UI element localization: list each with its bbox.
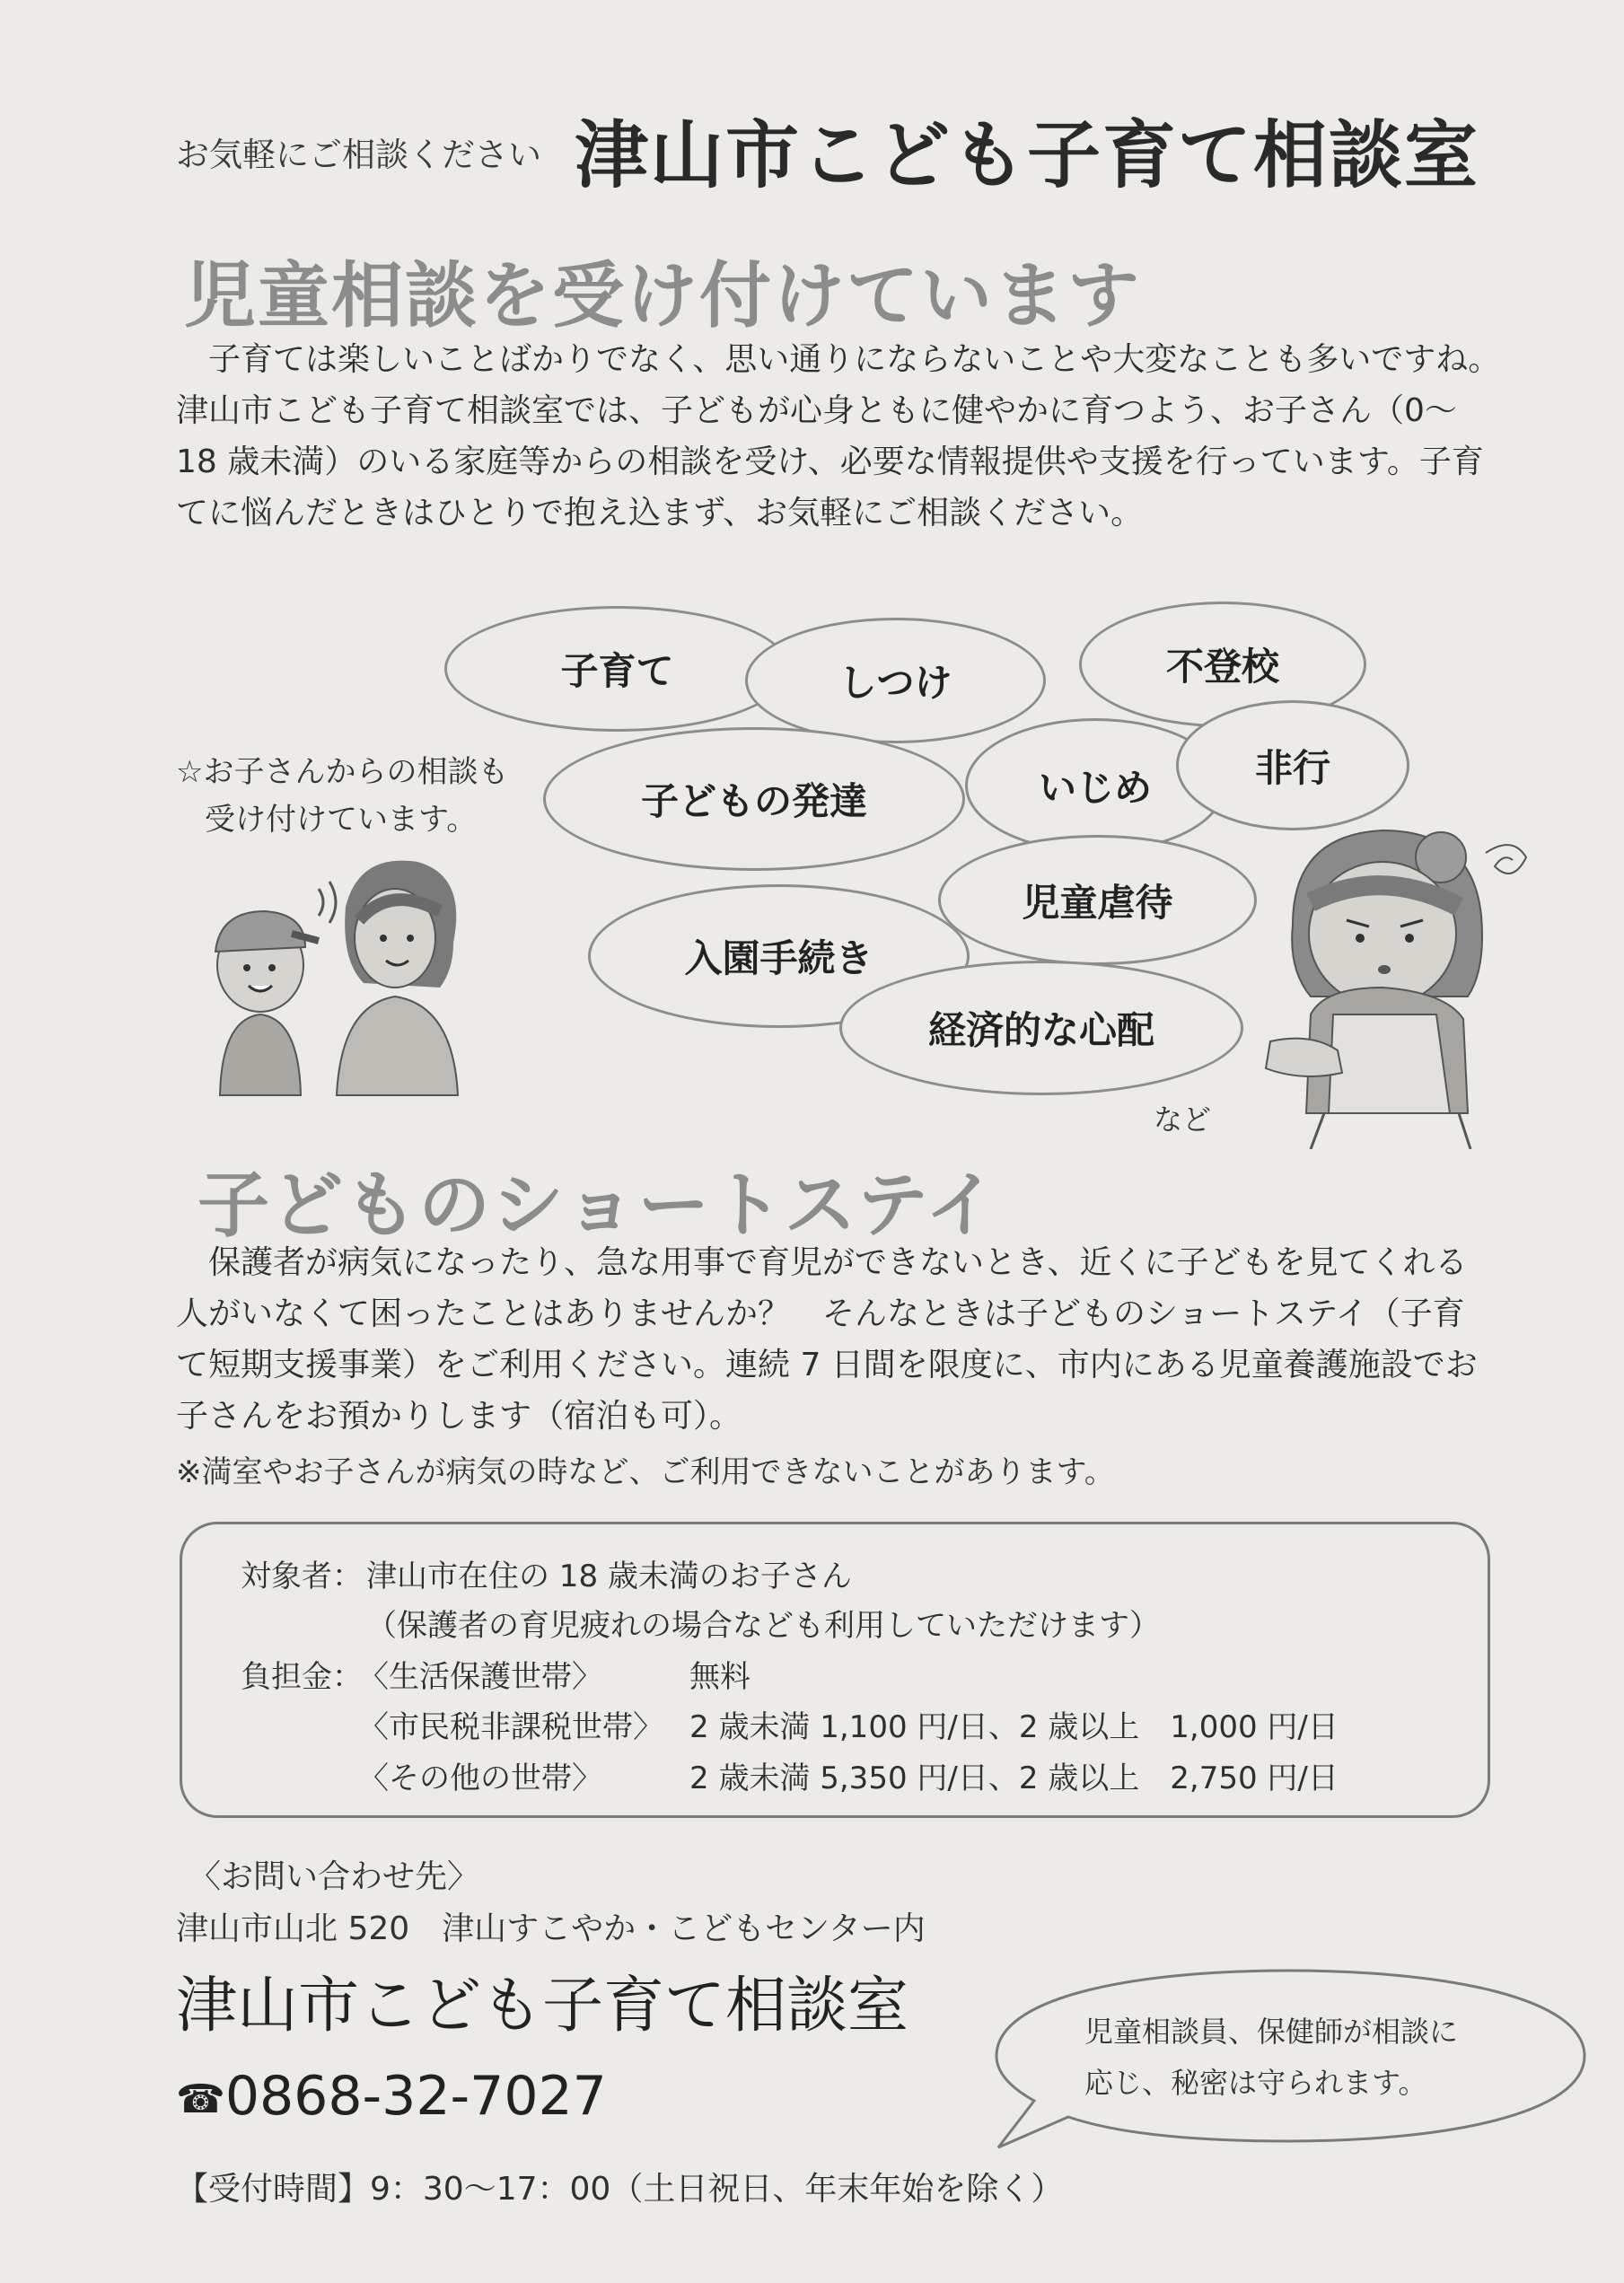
eligibility-label: 対象者： <box>241 1559 363 1594</box>
paragraph-line: 子育ては楽しいことばかりでなく、思い通りにならないことや大変なことも多いですね。 <box>176 341 1501 378</box>
contact-phone-row <box>176 2065 607 2128</box>
short-stay-paragraph <box>176 1237 1541 1442</box>
paragraph-line: 子さんをお預かりします（宿泊も可）。 <box>176 1398 742 1435</box>
topic-bubble: 入園手続き <box>588 884 970 1028</box>
topic-bubble: 児童虐待 <box>938 835 1257 965</box>
fee-category: 〈その他の世帯〉 <box>358 1761 602 1796</box>
topic-bubble: 非行 <box>1176 700 1409 830</box>
fee-amount: 2 歳未満 1,100 円/日、2 歳以上 1,000 円/日 <box>689 1709 1339 1745</box>
eligibility-value: 津山市在住の 18 歳未満のお子さん <box>366 1559 852 1594</box>
eligibility-note: （保護者の育児疲れの場合なども利用していただけます） <box>366 1608 1160 1644</box>
fee-category: 〈市民税非課税世帯〉 <box>358 1709 663 1745</box>
short-stay-info-box <box>180 1522 1490 1818</box>
telephone-icon: ☎ <box>176 2076 225 2122</box>
bubble-line: 応じ、秘密は守られます。 <box>1084 2066 1427 2100</box>
contact-hours: 【受付時間】9：30〜17：00（土日祝日、年末年始を除く） <box>176 2171 1064 2208</box>
contact-label: 〈お問い合わせ先〉 <box>189 1858 480 1895</box>
fee-label: 負担金： <box>241 1659 363 1695</box>
page-title: 津山市こども子育て相談室 <box>575 113 1480 198</box>
consultation-paragraph <box>176 334 1541 539</box>
paragraph-line: 保護者が病気になったり、急な用事で育児ができないとき、近くに子どもを見てくれる <box>176 1244 1468 1281</box>
contact-org: 津山市こども子育て相談室 <box>176 1971 909 2042</box>
topic-bubble: 子どもの発達 <box>543 727 965 871</box>
contact-address: 津山市山北 520 津山すこやか・こどもセンター内 <box>176 1910 926 1947</box>
short-stay-heading: 子どものショートステイ <box>198 1163 999 1247</box>
topic-bubble: しつけ <box>745 618 1046 743</box>
bubble-line: 児童相談員、保健師が相談に <box>1084 2015 1459 2049</box>
confidentiality-bubble <box>979 1957 1589 2164</box>
topic-bubble: 子育て <box>444 606 790 732</box>
child-note-line: ☆お子さんからの相談も <box>176 754 509 790</box>
worried-woman-illustration <box>1257 817 1553 1149</box>
fee-amount: 2 歳未満 5,350 円/日、2 歳以上 2,750 円/日 <box>689 1761 1339 1796</box>
consultation-heading: 児童相談を受け付けています <box>184 254 1141 338</box>
topic-bubble: 不登校 <box>1079 601 1366 727</box>
paragraph-line: 18 歳未満）のいる家庭等からの相談を受け、必要な情報提供や支援を行っています。子育 <box>176 443 1484 480</box>
etc-label: など <box>1154 1102 1212 1137</box>
paragraph-line: てに悩んだときはひとりで抱え込まず、お気軽にご相談ください。 <box>176 495 1144 531</box>
header-tagline: お気軽にご相談ください <box>176 136 541 174</box>
child-note-line: 受け付けています。 <box>205 802 478 838</box>
topic-bubble: いじめ <box>965 718 1225 853</box>
short-stay-note: ※満室やお子さんが病気の時など、ご利用できないことがあります。 <box>176 1454 1115 1490</box>
contact-phone: 0868-32-7027 <box>224 2065 607 2128</box>
paragraph-line: て短期支援事業）をご利用ください。連続 7 日間を限度に、市内にある児童養護施設でお <box>176 1347 1478 1383</box>
paragraph-line: 人がいなくて困ったことはありませんか？ そんなときは子どものショートステイ（子育 <box>176 1295 1465 1332</box>
topic-bubble: 経済的な心配 <box>839 961 1243 1095</box>
fee-category: 〈生活保護世帯〉 <box>358 1659 602 1695</box>
fee-amount: 無料 <box>689 1659 751 1695</box>
paragraph-line: 津山市こども子育て相談室では、子どもが心身ともに健やかに育つよう、お子さん（0〜 <box>176 392 1457 429</box>
